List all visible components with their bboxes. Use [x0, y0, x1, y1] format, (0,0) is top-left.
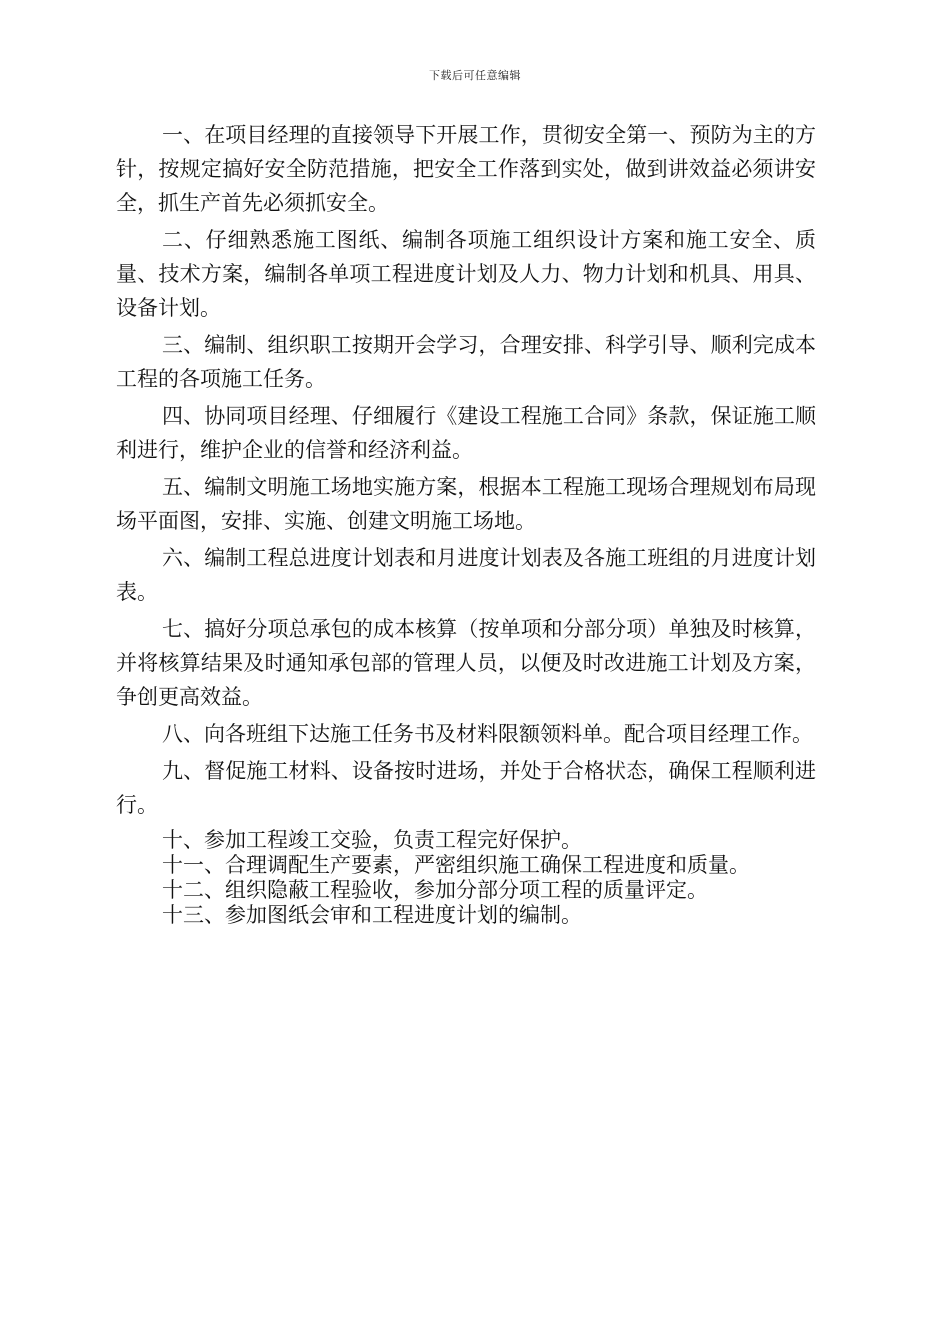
paragraph-8: 八、向各班组下达施工任务书及材料限额领料单。配合项目经理工作。: [162, 722, 813, 746]
paragraph-12: 十二、组织隐蔽工程验收，参加分部分项工程的质量评定。: [162, 878, 708, 902]
paragraph-1: 一、在项目经理的直接领导下开展工作，贯彻安全第一、预防为主的方针，按规定搞好安全防范措施，把安全工作落到实处，做到讲效益必须讲安全，抓生产首先必须抓安全。: [116, 123, 816, 215]
page-header: 下载后可任意编辑: [429, 69, 521, 82]
paragraph-2: 二、仔细熟悉施工图纸、编制各项施工组织设计方案和施工安全、质量、技术方案，编制各单项工程进度计划及人力、物力计划和机具、用具、设备计划。: [116, 228, 816, 320]
paragraph-10: 十、参加工程竣工交验，负责工程完好保护。: [162, 828, 582, 852]
paragraph-11: 十一、合理调配生产要素，严密组织施工确保工程进度和质量。: [162, 853, 750, 877]
document-body: [116, 118, 816, 928]
paragraph-13: 十三、参加图纸会审和工程进度计划的编制。: [162, 903, 582, 927]
paragraph-6: 六、编制工程总进度计划表和月进度计划表及各施工班组的月进度计划表。: [116, 546, 816, 604]
paragraph-3: 三、编制、组织职工按期开会学习，合理安排、科学引导、顺利完成本工程的各项施工任务。: [116, 333, 816, 391]
paragraph-5: 五、编制文明施工场地实施方案，根据本工程施工现场合理规划布局现场平面图，安排、实施、创建文明施工场地。: [116, 475, 816, 533]
paragraph-4: 四、协同项目经理、仔细履行《建设工程施工合同》条款，保证施工顺利进行，维护企业的信誉和经济利益。: [116, 404, 816, 462]
paragraph-9: 九、督促施工材料、设备按时进场，并处于合格状态，确保工程顺利进行。: [116, 759, 816, 817]
paragraph-7: 七、搞好分项总承包的成本核算（按单项和分部分项）单独及时核算，并将核算结果及时通知承包部的管理人员，以便及时改进施工计划及方案，争创更高效益。: [116, 617, 816, 709]
